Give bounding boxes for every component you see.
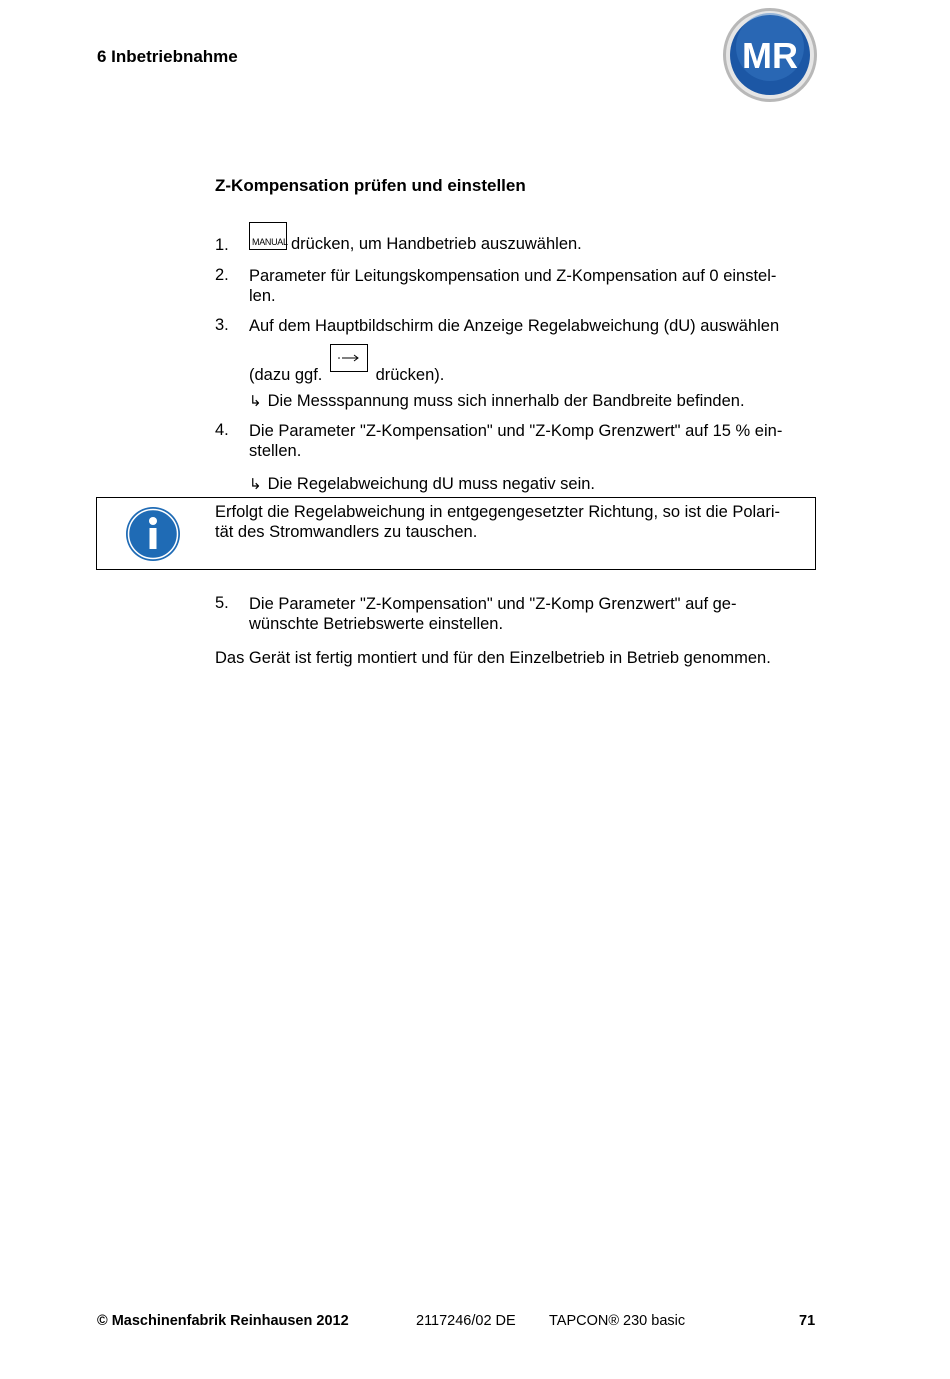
section-title: Z-Kompensation prüfen und einstellen (215, 176, 526, 195)
result-arrow-icon: ↳ (249, 393, 262, 410)
info-icon (125, 506, 181, 562)
step-number: 1. (215, 236, 229, 254)
step-number: 5. (215, 594, 229, 612)
step-text: Die Parameter "Z-Kompensation" und "Z-Komp Grenzwert" auf 15 % ein- (249, 422, 783, 440)
footer-product: TAPCON® 230 basic (549, 1313, 686, 1329)
step-number: 2. (215, 266, 229, 284)
note-line: tät des Stromwandlers zu tauschen. (215, 523, 478, 541)
step-text: Die Parameter "Z-Kompensation" und "Z-Komp Grenzwert" auf ge- (249, 595, 737, 613)
step-text-continued: wünschte Betriebswerte einstellen. (249, 615, 504, 633)
result-text: Die Regelabweichung dU muss negativ sein. (267, 475, 596, 493)
next-arrow-key-button[interactable] (330, 344, 368, 372)
result-text: Die Messspannung muss sich innerhalb der Bandbreite befinden. (267, 392, 745, 410)
step-text-continued: (dazu ggf. (249, 366, 323, 384)
note-line: Erfolgt die Regelabweichung in entgegengesetzter Richtung, so ist die Polari- (215, 503, 781, 521)
step-text: Auf dem Hauptbildschirm die Anzeige Regelabweichung (dU) auswählen (249, 317, 780, 335)
manual-key-label: MANUAL (252, 237, 288, 247)
step-number: 3. (215, 316, 229, 334)
arrow-right-icon (331, 345, 367, 371)
step-text-continued: drücken). (375, 366, 445, 384)
note-text (215, 502, 810, 542)
page-number: 71 (799, 1313, 816, 1329)
result-arrow-icon: ↳ (249, 476, 262, 493)
step-text-continued: stellen. (249, 442, 302, 460)
manual-key-button[interactable] (249, 222, 287, 250)
step-number: 4. (215, 421, 229, 439)
mr-logo (722, 7, 818, 103)
logo-text: MR (742, 35, 798, 76)
step-text: drücken, um Handbetrieb auszuwählen. (291, 235, 582, 253)
step-text: Parameter für Leitungskompensation und Z-Kompensation auf 0 einstel- (249, 267, 777, 285)
chapter-heading: 6 Inbetriebnahme (97, 47, 238, 66)
footer-doc-number: 2117246/02 DE (416, 1313, 516, 1329)
conclusion-text: Das Gerät ist fertig montiert und für den Einzelbetrieb in Betrieb genommen. (215, 649, 771, 667)
footer-copyright: © Maschinenfabrik Reinhausen 2012 (97, 1313, 349, 1329)
step-text-continued: len. (249, 287, 276, 305)
